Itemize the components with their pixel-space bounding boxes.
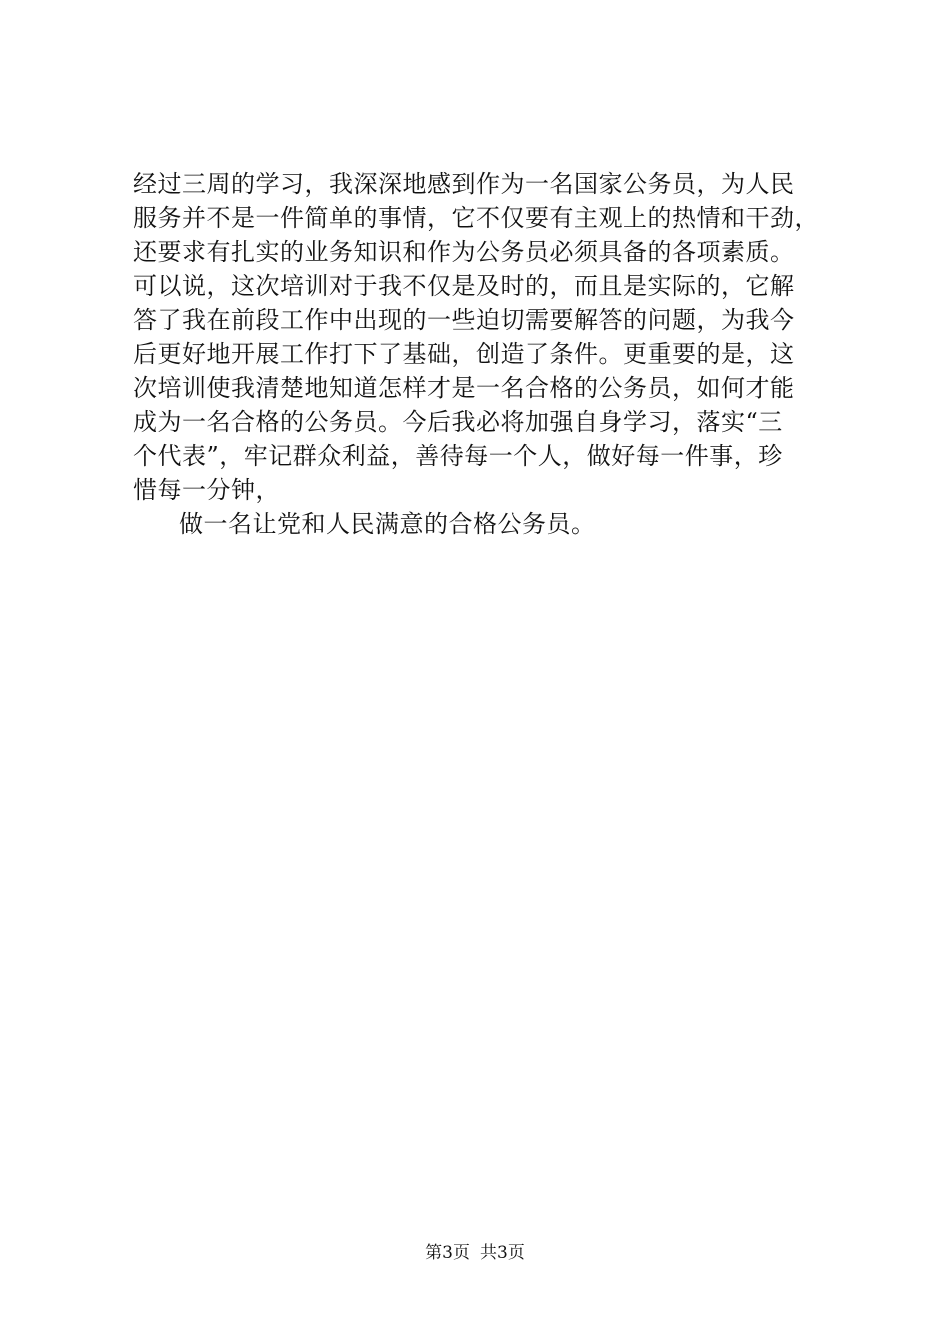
closing-paragraph: 做一名让党和人民满意的合格公务员。 xyxy=(179,510,596,538)
page-total: 共3页 xyxy=(480,1243,525,1263)
text-line: 还要求有扎实的业务知识和作为公务员必须具备的各项素质。 xyxy=(133,238,795,266)
text-line: 经过三周的学习，我深深地感到作为一名国家公务员，为人民 xyxy=(133,170,795,198)
text-line: 可以说，这次培训对于我不仅是及时的，而且是实际的，它解 xyxy=(133,272,795,300)
text-line: 个代表”，牢记群众利益，善待每一个人，做好每一件事，珍 xyxy=(133,442,783,470)
text-line: 答了我在前段工作中出现的一些迫切需要解答的问题，为我今 xyxy=(133,306,795,334)
text-line: 惜每一分钟， xyxy=(133,476,280,504)
text-line: 后更好地开展工作打下了基础，创造了条件。更重要的是，这 xyxy=(133,340,795,368)
text-line: 服务并不是一件简单的事情，它不仅要有主观上的热情和干劲， xyxy=(133,204,819,232)
text-line: 成为一名合格的公务员。今后我必将加强自身学习，落实“三 xyxy=(133,408,783,436)
text-line: 次培训使我清楚地知道怎样才是一名合格的公务员，如何才能 xyxy=(133,374,795,402)
page-number: 第3页 xyxy=(425,1243,470,1263)
body-text xyxy=(133,167,833,541)
page-footer xyxy=(0,1241,950,1265)
